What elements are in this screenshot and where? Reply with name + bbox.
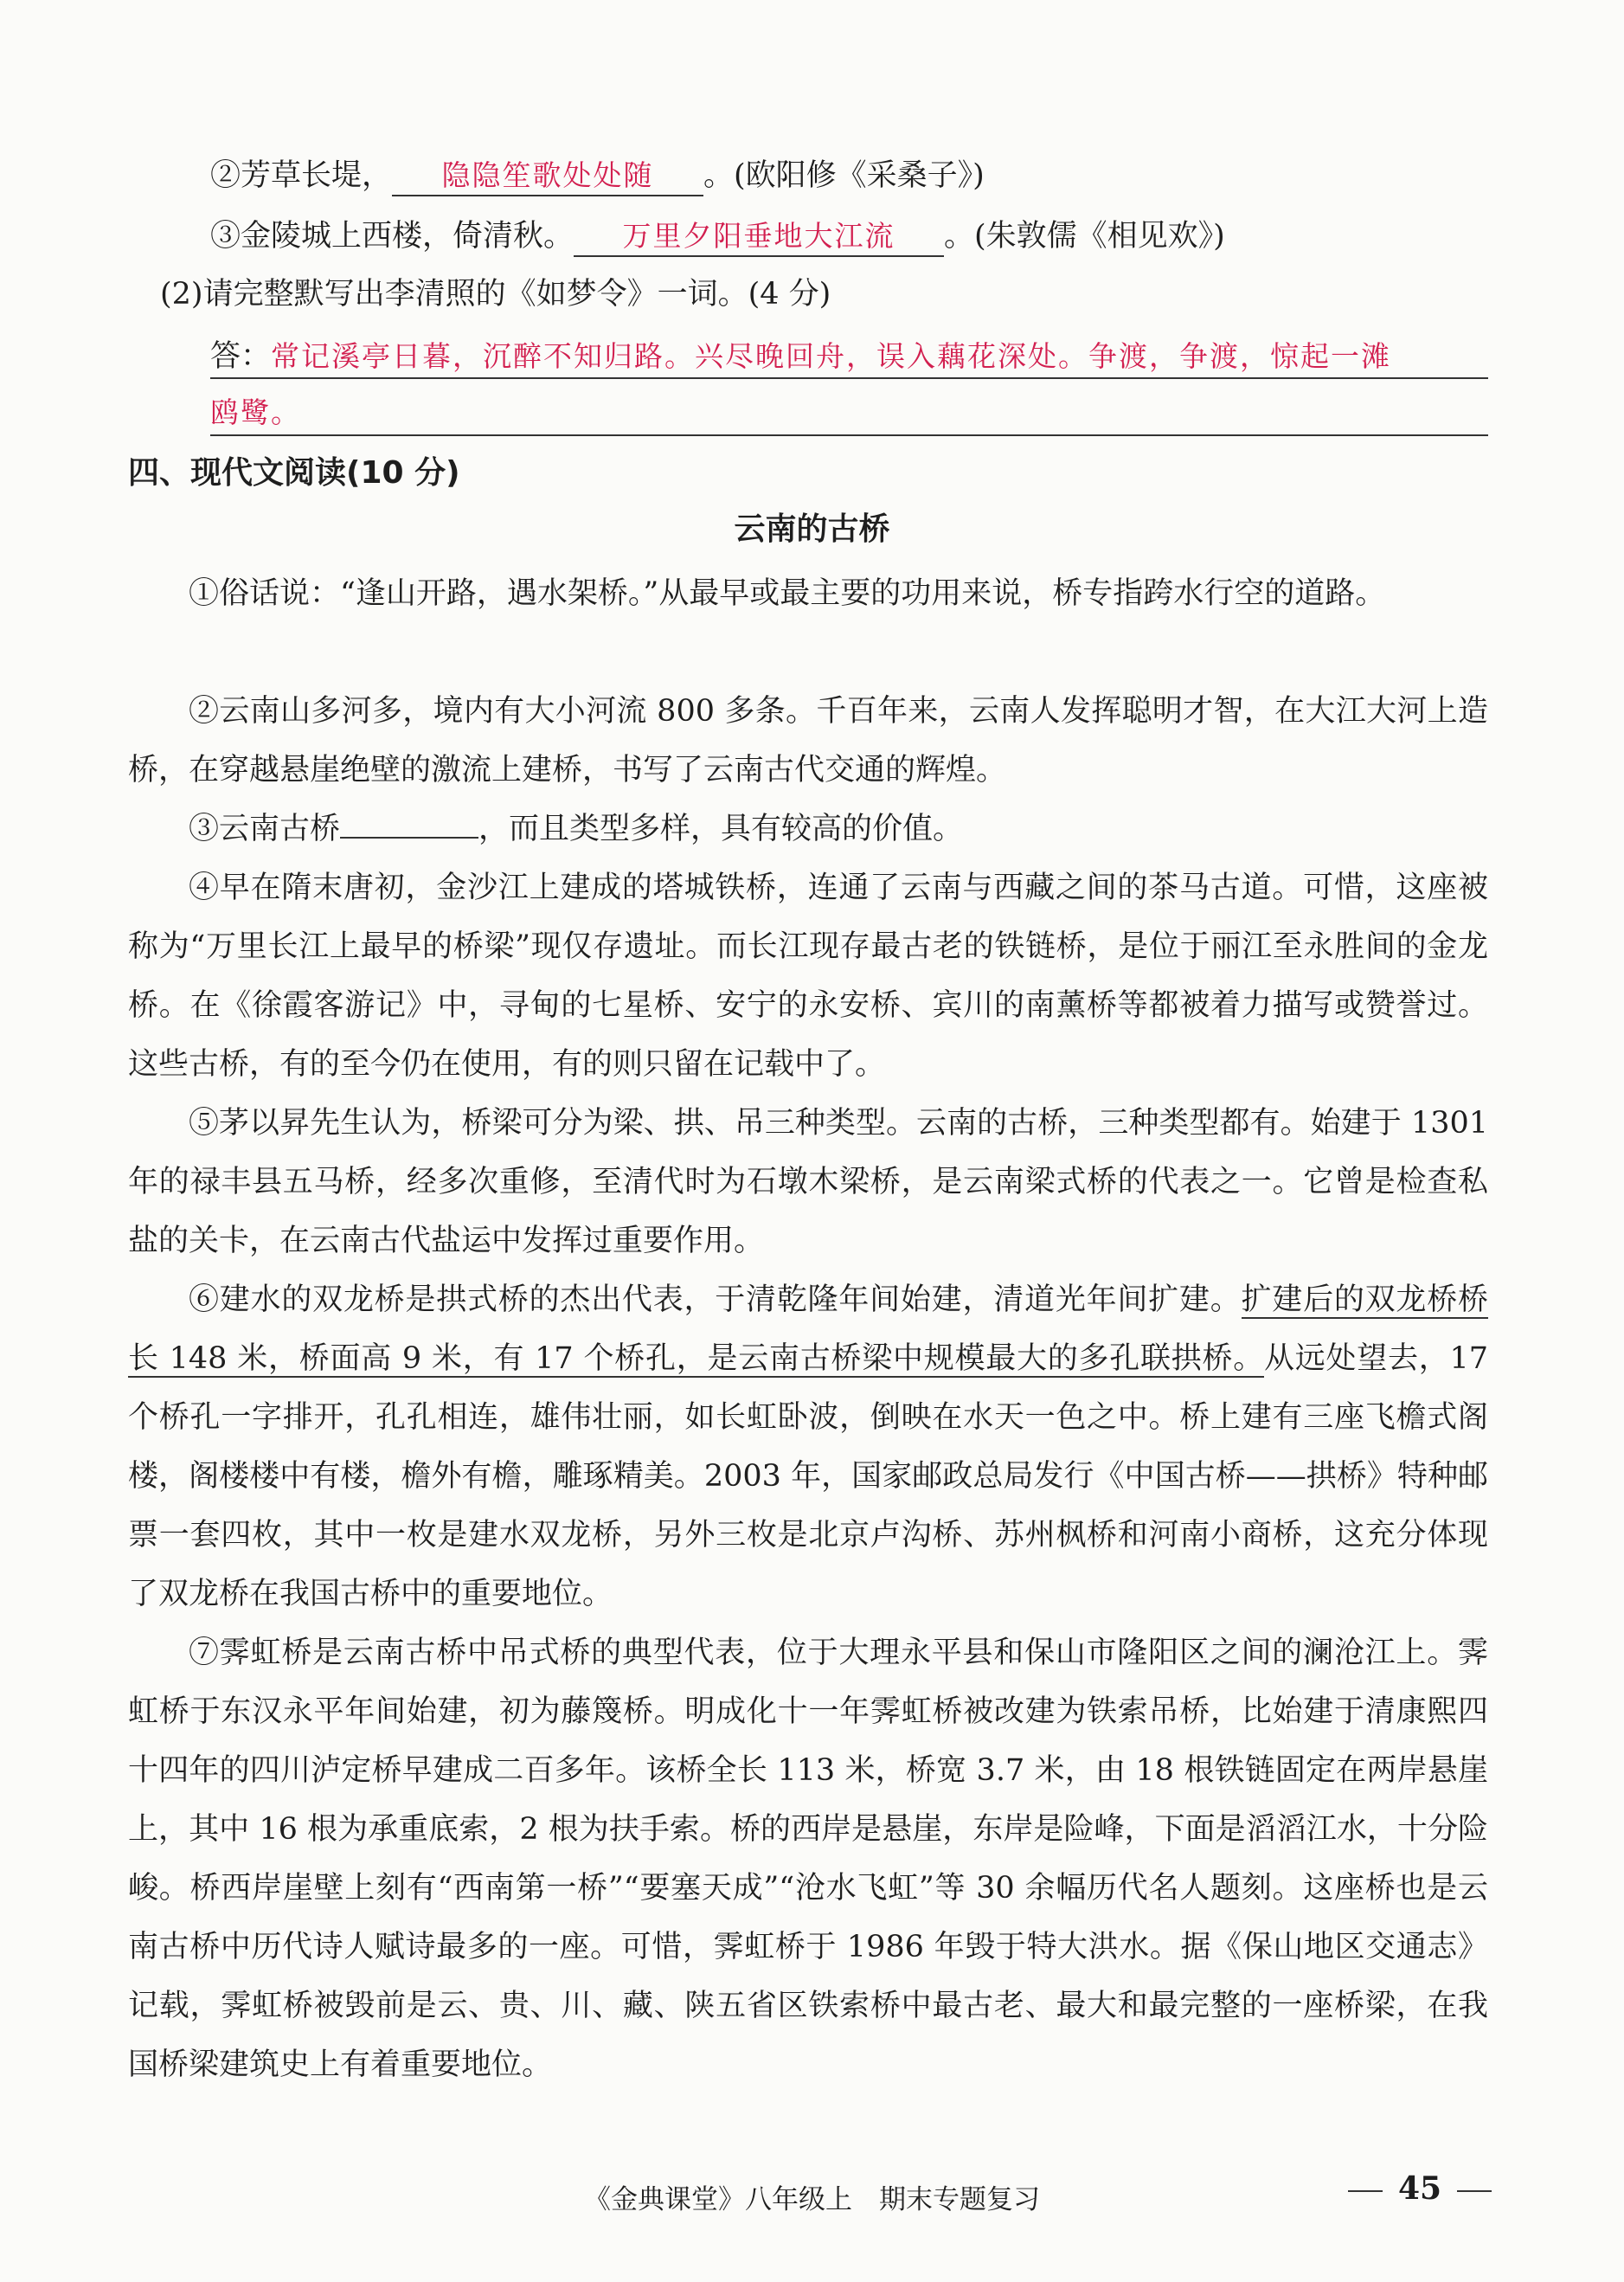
- handwritten-answer-1: 常记溪亭日暮，沉醉不知归路。兴尽晚回舟，误入藕花深处。争渡，争渡，惊起一滩: [271, 339, 1392, 373]
- dash-left: [1348, 2190, 1383, 2192]
- fill-in-blank: [340, 837, 478, 839]
- answer-rule-1: [210, 377, 1488, 379]
- dash-right: [1457, 2190, 1492, 2192]
- answer-row-1: [210, 335, 1391, 378]
- handwritten-answer-2: 鸥鹭。: [210, 395, 301, 429]
- answer-label: 答：: [210, 339, 272, 374]
- paragraph-1: ①俗话说：“逢山开路，遇水架桥。”从最早或最主要的功用来说，桥专指跨水行空的道路。: [189, 576, 1386, 611]
- footer-book-title: 《金典课堂》八年级上 期末专题复习: [584, 2184, 1040, 2215]
- paragraph-2: ②云南山多河多，境内有大小河流 800 多条。千百年来，云南人发挥聪明才智，在大江大河上造桥，在穿越悬崖绝壁的激流上建桥，书写了云南古代交通的辉煌。: [128, 694, 1488, 787]
- paragraph-7: ⑦霁虹桥是云南古桥中吊式桥的典型代表，位于大理永平县和保山市隆阳区之间的澜沧江上。霁虹桥于东汉永平年间始建，初为藤篾桥。明成化十一年霁虹桥被改建为铁索吊桥，比始建于清康熙四十四年的四川泸定桥早建成二百多年。该桥全长 113 米，桥宽 3.7 米，由 18 根铁链固定在两岸悬崖上，其中 16 根为承重底索，2 根为扶手索。桥的西岸是悬崖，东岸是险峰，下面是滔滔江水，十分险峻。桥西岸崖壁上刻有“西南第一桥”“要塞天成”“沧水飞虹”等 30 余幅历代名人题刻。这座桥也是云南古桥中历代诗人赋诗最多的一座。可惜，霁虹桥于 1986 年毁于特大洪水。据《保山地区交通志》记载，霁虹桥被毁前是云、贵、川、藏、陕五省区铁索桥中最古老、最大和最完整的一座桥梁，在我国桥梁建筑史上有着重要地位。: [128, 1636, 1488, 2082]
- paragraph-3: ③云南古桥 ，而且类型多样，具有较高的价值。: [189, 812, 964, 846]
- article-title: 云南的古桥: [734, 511, 890, 547]
- poem-line-3: ③金陵城上西楼，倚清秋。 万里夕阳垂地大江流 。(朱敦儒《相见欢》): [210, 215, 1225, 258]
- answer-blank-3: 万里夕阳垂地大江流: [574, 217, 944, 257]
- paragraph-4: ④早在隋末唐初，金沙江上建成的塔城铁桥，连通了云南与西藏之间的茶马古道。可惜，这座被称为“万里长江上最早的桥梁”现仅存遗址。而长江现存最古老的铁链桥，是位于丽江至永胜间的金龙桥。在《徐霞客游记》中，寻甸的七星桥、安宁的永安桥、宾川的南薰桥等都被着力描写或赞誉过。这些古桥，有的至今仍在使用，有的则只留在记载中了。: [128, 871, 1488, 1082]
- question-2: (2)请完整默写出李清照的《如梦令》一词。(4 分): [160, 277, 831, 312]
- paragraph-5: ⑤茅以昇先生认为，桥梁可分为梁、拱、吊三种类型。云南的古桥，三种类型都有。始建于 1301 年的禄丰县五马桥，经多次重修，至清代时为石墩木梁桥，是云南梁式桥的代表之一。它曾是检查私盐的关卡，在云南古代盐运中发挥过重要作用。: [128, 1106, 1488, 1258]
- section-heading: 四、现代文阅读(10 分): [128, 455, 460, 491]
- paragraph-6: ⑥建水的双龙桥是拱式桥的杰出代表，于清乾隆年间始建，清道光年间扩建。扩建后的双龙桥桥长 148 米，桥面高 9 米，有 17 个桥孔，是云南古桥梁中规模最大的多孔联拱桥。从远处望去，17 个桥孔一字排开，孔孔相连，雄伟壮丽，如长虹卧波，倒映在水天一色之中。桥上建有三座飞檐式阁楼，阁楼楼中有楼，檐外有檐，雕琢精美。2003 年，国家邮政总局发行《中国古桥——拱桥》特种邮票一套四枚，其中一枚是建水双龙桥，另外三枚是北京卢沟桥、苏州枫桥和河南小商桥，这充分体现了双龙桥在我国古桥中的重要地位。: [128, 1282, 1488, 1611]
- underlined-sentence: 扩建后的双龙桥桥长 148 米，桥面高 9 米，有 17 个桥孔，是云南古桥梁中规模最大的多孔联拱桥。: [128, 1282, 1488, 1376]
- poem-line-2: ②芳草长堤， 隐隐笙歌处处随 。(欧阳修《采桑子》): [210, 154, 985, 197]
- answer-blank-2: 隐隐笙歌处处随: [392, 157, 703, 196]
- page-number: 45: [1332, 2170, 1507, 2207]
- answer-rule-2: [210, 434, 1488, 436]
